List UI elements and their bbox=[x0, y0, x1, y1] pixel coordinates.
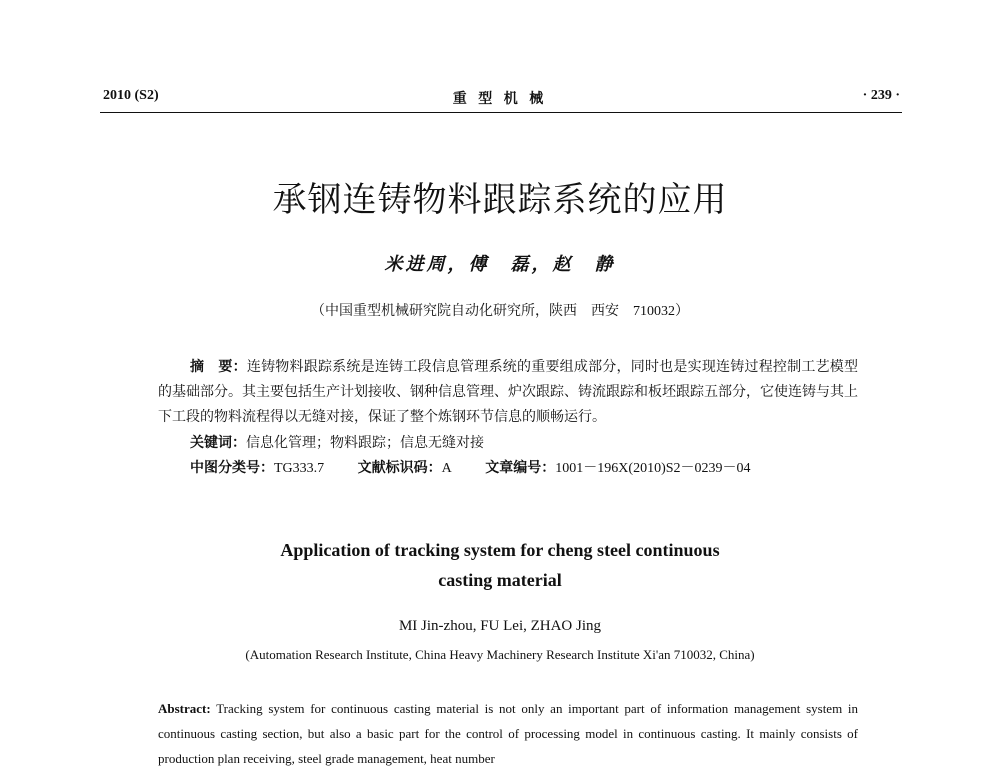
chinese-keywords bbox=[190, 432, 484, 452]
english-title-line-1: Application of tracking system for cheng steel continuous bbox=[280, 540, 720, 560]
chinese-authors: 米进周，傅 磊，赵 静 bbox=[384, 254, 616, 274]
journal-issue: 2010 (S2) bbox=[103, 88, 159, 103]
keywords-label-cn: 关键词： bbox=[190, 436, 246, 451]
running-header bbox=[100, 86, 900, 110]
abstract-text-cn: 连铸物料跟踪系统是连铸工段信息管理系统的重要组成部分，同时也是实现连铸过程控制工艺模型的基础部分。其主要包括生产计划接收、钢种信息管理、炉次跟踪、铸流跟踪和板坯跟踪五部分，它使连铸与其上下工段的物料流程得以无缝对接，保证了整个炼钢环节信息的顺畅运行。 bbox=[158, 360, 859, 425]
english-affiliation: (Automation Research Institute, China Heavy Machinery Research Institute Xi'an 710032, China) bbox=[245, 647, 755, 662]
clc-number: 中图分类号：TG333.7 bbox=[190, 461, 325, 476]
chinese-title: 承钢连铸物料跟踪系统的应用 bbox=[272, 182, 728, 219]
chinese-affiliation: （中国重型机械研究院自动化研究所，陕西 西安 710032） bbox=[311, 304, 689, 319]
article-number: 文章编号：1001－196X(2010)S2－0239－04 bbox=[485, 461, 751, 476]
chinese-abstract bbox=[158, 355, 858, 430]
keywords-text-cn: 信息化管理；物料跟踪；信息无缝对接 bbox=[246, 436, 484, 451]
classification-line bbox=[190, 457, 870, 477]
abstract-text-en: Tracking system for continuous casting material is not only an important part of information management system in continuous casting section, but also a basic part for the control of processing model in continuous casting. It mainly consists of production plan receiving, steel grade management, heat number bbox=[158, 701, 859, 766]
document-code: 文献标识码：A bbox=[357, 461, 452, 476]
english-title-line-2: casting material bbox=[438, 570, 562, 590]
abstract-label-en: Abstract: bbox=[158, 701, 211, 716]
journal-name: 重 型 机 械 bbox=[452, 92, 548, 107]
header-divider bbox=[100, 112, 902, 113]
english-authors: MI Jin-zhou, FU Lei, ZHAO Jing bbox=[398, 618, 602, 634]
english-title bbox=[0, 535, 1000, 595]
abstract-label-cn: 摘 要： bbox=[190, 360, 247, 375]
page-number: · 239 · bbox=[862, 88, 900, 103]
